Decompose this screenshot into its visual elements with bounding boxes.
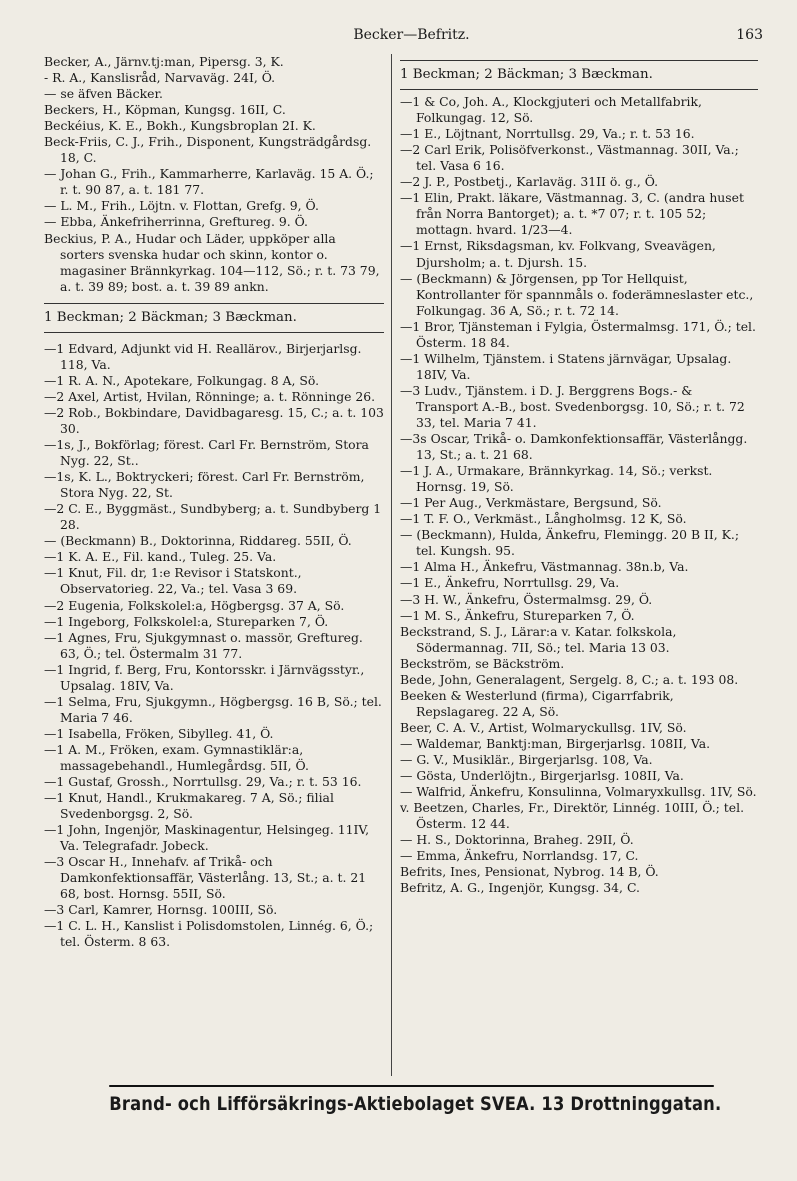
directory-entry: —3 Oscar H., Innehafv. af Trikå- och Damkonfektionsaffär, Västerlång. 13, St.; a. t. 21 68, bost. Hornsg. 55II, Sö. <box>44 854 367 902</box>
directory-entry: —1 Knut, Handl., Krukmakareg. 7 A, Sö.; filial Svedenborgsg. 2, Sö. <box>44 790 334 822</box>
directory-entry: Befritz, A. G., Ingenjör, Kungsg. 34, C. <box>400 880 640 896</box>
directory-entry: Beeken & Westerlund (firma), Cigarrfabrik, Repslagareg. 22 A, Sö. <box>400 687 674 719</box>
directory-entry: —1 Edvard, Adjunkt vid H. Reallärov., Birjerjarlsg. 118, Va. <box>44 340 362 372</box>
directory-entry: —1 Per Aug., Verkmästare, Bergsund, Sö. <box>400 495 662 511</box>
directory-entry: —1 Wilhelm, Tjänstem. i Statens järnvägar, Upsalag. 18IV, Va. <box>400 350 732 382</box>
directory-entry: —1 R. A. N., Apotekare, Folkungag. 8 A, Sö. <box>44 372 320 388</box>
directory-entry: —3 Ludv., Tjänstem. i D. J. Berggrens Bogs.- & Transport A.-B., bost. Svedenborgsg. 10, Sö.; r. t. 72 33, tel. Maria 7 41. <box>400 382 745 430</box>
advertisement-footer: Brand- och Lifförsäkrings-Aktiebolaget SVEA. 13 Drottninggatan. <box>109 1085 714 1115</box>
name-variant-box: 1 Beckman; 2 Bäckman; 3 Bæckman. <box>44 303 384 333</box>
directory-entry: Befrits, Ines, Pensionat, Nybrog. 14 B, Ö. <box>400 864 659 880</box>
directory-entry: Beckéius, K. E., Bokh., Kungsbroplan 2I. K. <box>44 118 316 134</box>
directory-entry: —1 A. M., Fröken, exam. Gymnastiklär:a, massagebehandl., Humlegårdsg. 5II, Ö. <box>44 741 309 773</box>
directory-entry: — (Beckmann) B., Doktorinna, Riddareg. 55II, Ö. <box>44 533 352 549</box>
directory-entry: —2 Eugenia, Folkskolel:a, Högbergsg. 37 A, Sö. <box>44 597 345 613</box>
directory-entry: — H. S., Doktorinna, Braheg. 29II, Ö. <box>400 832 634 848</box>
directory-entry: —2 Carl Erik, Polisöfverkonst., Västmannag. 30II, Va.; tel. Vasa 6 16. <box>400 142 739 174</box>
directory-entry: - R. A., Kanslisråd, Narvaväg. 24I, Ö. <box>44 70 276 86</box>
directory-entry: —1 T. F. O., Verkmäst., Långholmsg. 12 K, Sö. <box>400 511 687 527</box>
running-title: Becker—Befritz. <box>353 27 470 43</box>
directory-entry: —3 H. W., Änkefru, Östermalmsg. 29, Ö. <box>400 591 653 607</box>
directory-entry: — Ebba, Änkefriherrinna, Greftureg. 9. Ö. <box>44 214 308 230</box>
directory-entry: —1 E., Löjtnant, Norrtullsg. 29, Va.; r. t. 53 16. <box>400 126 695 142</box>
column-divider <box>391 54 392 1076</box>
directory-entry: —1 Isabella, Fröken, Sibylleg. 41, Ö. <box>44 725 274 741</box>
directory-entry: —1 Gustaf, Grossh., Norrtullsg. 29, Va.; r. t. 53 16. <box>44 774 362 790</box>
directory-entry: Beck-Friis, C. J., Frih., Disponent, Kungsträdgårdsg. 18, C. <box>44 134 372 166</box>
directory-entry: —1 Ingrid, f. Berg, Fru, Kontorsskr. i Järnvägsstyr., Upsalag. 18IV, Va. <box>44 661 365 693</box>
directory-entry: Beckius, P. A., Hudar och Läder, uppköper alla sorters svenska hudar och skinn, kontor o. magasiner Brännkyrkag. 104—112, Sö.; r. t. 73 79, a. t. 39 89; bost. a. t. 39 89 ankn. <box>44 230 380 294</box>
directory-entry: —3s Oscar, Trikå- o. Damkonfektionsaffär, Västerlångg. 13, St.; a. t. 21 68. <box>400 431 748 463</box>
directory-entry: —1 C. L. H., Kanslist i Polisdomstolen, Linnég. 6, Ö.; tel. Österm. 8 63. <box>44 918 374 950</box>
directory-entry: —1s, K. L., Boktryckeri; förest. Carl Fr. Bernström, Stora Nyg. 22, St. <box>44 469 365 501</box>
directory-entry: — (Beckmann) & Jörgensen, pp Tor Hellquist, Kontrollanter för spannmåls o. foderämneslaster etc., Folkungag. 36 A, Sö.; r. t. 72 14. <box>400 270 754 318</box>
directory-entry: —2 Rob., Bokbindare, Davidbagaresg. 15, C.; a. t. 103 30. <box>44 404 384 436</box>
name-variant-box: 1 Beckman; 2 Bäckman; 3 Bæckman. <box>400 60 758 90</box>
directory-entry: Beckström, se Bäckström. <box>400 655 565 671</box>
directory-entry: —1 Knut, Fil. dr, 1:e Revisor i Statskont., Observatorieg. 22, Va.; tel. Vasa 3 69. <box>44 565 302 597</box>
directory-entry: Beer, C. A. V., Artist, Wolmaryckullsg. 1IV, Sö. <box>400 719 687 735</box>
directory-entry: —1 Alma H., Änkefru, Västmannag. 38n.b, Va. <box>400 559 689 575</box>
left-entries-a <box>44 54 384 295</box>
directory-entry: — Gösta, Underlöjtn., Birgerjarlsg. 108II, Va. <box>400 768 684 784</box>
page-number: 163 <box>736 27 763 43</box>
page-header <box>60 27 763 49</box>
right-column <box>400 54 758 896</box>
directory-entry: —1 Agnes, Fru, Sjukgymnast o. massör, Greftureg. 63, Ö.; tel. Östermalm 31 77. <box>44 629 363 661</box>
directory-entry: —1 Ingeborg, Folkskolel:a, Stureparken 7, Ö. <box>44 613 329 629</box>
directory-entry: — Emma, Änkefru, Norrlandsg. 17, C. <box>400 848 639 864</box>
directory-entry: —2 Axel, Artist, Hvilan, Rönninge; a. t. Rönninge 26. <box>44 388 376 404</box>
directory-entry: —1 Bror, Tjänsteman i Fylgia, Östermalmsg. 171, Ö.; tel. Österm. 18 84. <box>400 318 756 350</box>
directory-entry: — Waldemar, Banktj:man, Birgerjarlsg. 108II, Va. <box>400 735 711 751</box>
directory-entry: — L. M., Frih., Löjtn. v. Flottan, Grefg. 9, Ö. <box>44 198 319 214</box>
directory-entry: —1 E., Änkefru, Norrtullsg. 29, Va. <box>400 575 620 591</box>
directory-entry: —1s, J., Bokförlag; förest. Carl Fr. Bernström, Stora Nyg. 22, St.. <box>44 437 369 469</box>
directory-entry: Beckers, H., Köpman, Kungsg. 16II, C. <box>44 102 286 118</box>
right-entries <box>400 94 758 896</box>
directory-entry: —3 Carl, Kamrer, Hornsg. 100III, Sö. <box>44 902 278 918</box>
directory-entry: —1 Selma, Fru, Sjukgymn., Högbergsg. 16 B, Sö.; tel. Maria 7 46. <box>44 693 382 725</box>
directory-entry: v. Beetzen, Charles, Fr., Direktör, Linnég. 10III, Ö.; tel. Österm. 12 44. <box>400 800 745 832</box>
left-column <box>44 54 384 951</box>
directory-entry: — Johan G., Frih., Kammarherre, Karlaväg. 15 A. Ö.; r. t. 90 87, a. t. 181 77. <box>44 166 374 198</box>
directory-entry: —2 C. E., Byggmäst., Sundbyberg; a. t. Sundbyberg 1 28. <box>44 501 382 533</box>
directory-entry: —1 J. A., Urmakare, Brännkyrkag. 14, Sö.; verkst. Hornsg. 19, Sö. <box>400 463 713 495</box>
directory-entry: — (Beckmann), Hulda, Änkefru, Flemingg. 20 B II, K.; tel. Kungsh. 95. <box>400 527 740 559</box>
directory-entry: — Walfrid, Änkefru, Konsulinna, Volmaryxkullsg. 1IV, Sö. <box>400 784 757 800</box>
directory-entry: —1 K. A. E., Fil. kand., Tuleg. 25. Va. <box>44 549 277 565</box>
directory-entry: Bede, John, Generalagent, Sergelg. 8, C.; a. t. 193 08. <box>400 671 739 687</box>
directory-entry: —1 John, Ingenjör, Maskinagentur, Helsingeg. 11IV, Va. Telegrafadr. Jobeck. <box>44 822 370 854</box>
directory-entry: —1 M. S., Änkefru, Stureparken 7, Ö. <box>400 607 635 623</box>
directory-entry: — G. V., Musiklär., Birgerjarlsg. 108, Va. <box>400 751 653 767</box>
directory-entry: —1 Elin, Prakt. läkare, Västmannag. 3, C. (andra huset från Norra Bantorget); a. t. *7 07; r. t. 105 52; mottagn. hvard. 1/23—4. <box>400 190 744 238</box>
directory-entry: —1 Ernst, Riksdagsman, kv. Folkvang, Sveavägen, Djursholm; a. t. Djursh. 15. <box>400 238 716 270</box>
directory-entry: Becker, A., Järnv.tj:man, Pipersg. 3, K. <box>44 54 284 69</box>
left-entries-b <box>44 341 384 951</box>
directory-entry: —1 & Co, Joh. A., Klockgjuteri och Metallfabrik, Folkungag. 12, Sö. <box>400 94 702 126</box>
directory-entry: — se äfven Bäcker. <box>44 86 163 102</box>
directory-entry: —2 J. P., Postbetj., Karlaväg. 31II ö. g., Ö. <box>400 174 659 190</box>
directory-entry: Beckstrand, S. J., Lärar:a v. Katar. folkskola, Södermannag. 7II, Sö.; tel. Maria 13 03. <box>400 623 677 655</box>
